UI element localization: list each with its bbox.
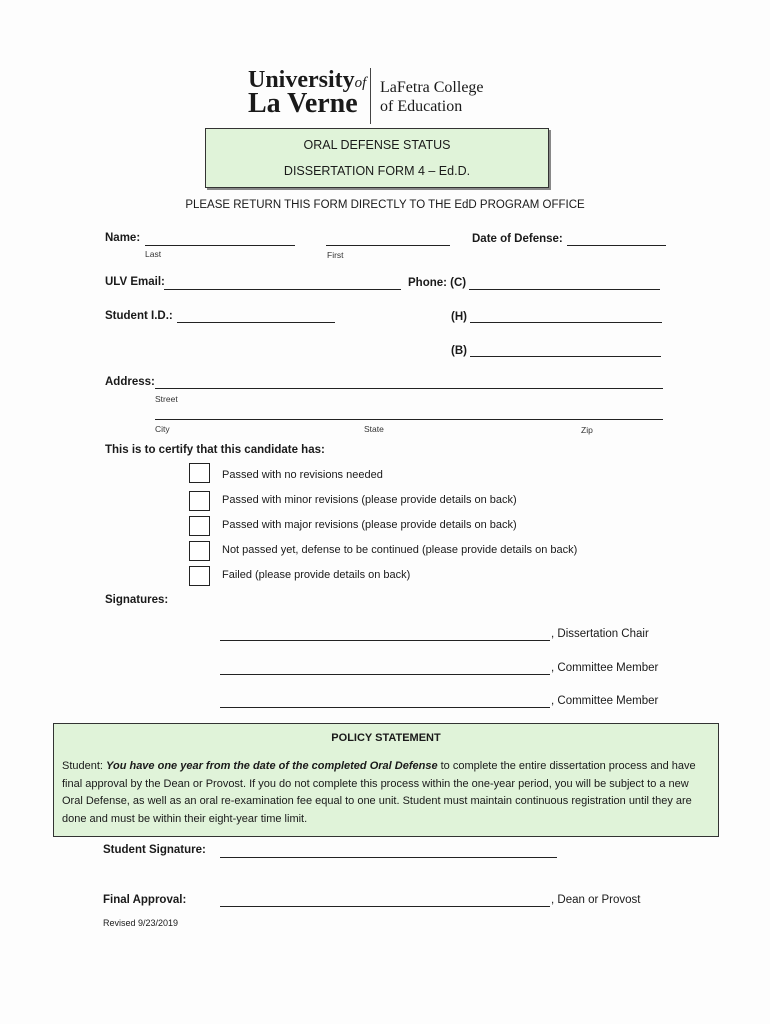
address-label: Address: bbox=[105, 376, 155, 388]
committee-member-2-label: , Committee Member bbox=[551, 695, 659, 707]
ulv-email-field[interactable] bbox=[164, 289, 401, 290]
zip-caption: Zip bbox=[581, 425, 593, 435]
policy-statement-box bbox=[53, 723, 719, 837]
option-label-minor-revisions: Passed with minor revisions (please provide details on back) bbox=[222, 494, 517, 506]
student-signature-label: Student Signature: bbox=[103, 844, 206, 856]
student-id-label: Student I.D.: bbox=[105, 310, 173, 322]
return-instruction: PLEASE RETURN THIS FORM DIRECTLY TO THE EdD PROGRAM OFFICE bbox=[185, 199, 585, 211]
college-name-line1: LaFetra College bbox=[380, 79, 484, 96]
dissertation-chair-label: , Dissertation Chair bbox=[551, 628, 649, 640]
committee-member-1-signature-line[interactable] bbox=[220, 674, 550, 675]
policy-emphasis: You have one year from the date of the completed Oral Defense bbox=[106, 760, 438, 772]
policy-title: POLICY STATEMENT bbox=[331, 732, 441, 744]
phone-home-field[interactable] bbox=[470, 322, 662, 323]
option-checkbox-no-revisions[interactable] bbox=[189, 463, 210, 483]
option-checkbox-major-revisions[interactable] bbox=[189, 516, 210, 536]
phone-cell-label: Phone: (C) bbox=[408, 277, 467, 289]
city-state-zip-field[interactable] bbox=[155, 419, 663, 420]
option-label-not-passed: Not passed yet, defense to be continued (please provide details on back) bbox=[222, 544, 578, 556]
phone-business-field[interactable] bbox=[470, 356, 661, 357]
college-name-line2: of Education bbox=[380, 98, 463, 115]
policy-text: to complete the entire dissertation process and have final approval by the Dean or Provost. If you do not complete this process within the one-year period, you will be subject to a new Oral Defense, as well as an oral re-examination fee equal to one unit. Student must maintain continuous registration until they are done and must be within their eight-year time limit. bbox=[62, 760, 696, 825]
name-label: Name: bbox=[105, 232, 141, 244]
final-approval-label: Final Approval: bbox=[103, 894, 187, 906]
dissertation-chair-signature-line[interactable] bbox=[220, 640, 550, 641]
date-of-defense-label: Date of Defense: bbox=[472, 233, 563, 245]
dean-or-provost-label: , Dean or Provost bbox=[551, 894, 641, 906]
logo-divider bbox=[370, 68, 371, 124]
phone-cell-field[interactable] bbox=[469, 289, 660, 290]
form-subtitle: DISSERTATION FORM 4 – Ed.D. bbox=[283, 164, 471, 178]
city-caption: City bbox=[155, 424, 170, 434]
street-caption: Street bbox=[155, 394, 178, 404]
la-verne-wordmark: La Verne bbox=[248, 88, 358, 119]
option-checkbox-failed[interactable] bbox=[189, 566, 210, 586]
college-name bbox=[380, 78, 484, 116]
option-label-no-revisions: Passed with no revisions needed bbox=[222, 469, 383, 481]
committee-member-2-signature-line[interactable] bbox=[220, 707, 550, 708]
option-label-failed: Failed (please provide details on back) bbox=[222, 569, 411, 581]
last-caption: Last bbox=[145, 249, 162, 259]
certify-heading: This is to certify that this candidate has: bbox=[105, 444, 325, 456]
first-caption: First bbox=[327, 250, 344, 260]
last-name-field[interactable] bbox=[145, 245, 295, 246]
policy-body bbox=[62, 758, 710, 828]
form-title-box bbox=[205, 128, 549, 188]
final-approval-signature-line[interactable] bbox=[220, 906, 550, 907]
phone-home-label: (H) bbox=[451, 311, 467, 323]
policy-prefix: Student: bbox=[62, 760, 107, 772]
revised-date: Revised 9/23/2019 bbox=[103, 918, 179, 928]
student-id-field[interactable] bbox=[177, 322, 335, 323]
street-field[interactable] bbox=[155, 388, 663, 389]
first-name-field[interactable] bbox=[326, 245, 450, 246]
university-wordmark: Universityof bbox=[248, 67, 367, 93]
ulv-email-label: ULV Email: bbox=[105, 276, 165, 288]
option-label-major-revisions: Passed with major revisions (please provide details on back) bbox=[222, 519, 517, 531]
form-title: ORAL DEFENSE STATUS bbox=[303, 138, 451, 152]
student-signature-line[interactable] bbox=[220, 857, 557, 858]
option-checkbox-minor-revisions[interactable] bbox=[189, 491, 210, 511]
committee-member-1-label: , Committee Member bbox=[551, 662, 659, 674]
state-caption: State bbox=[364, 424, 384, 434]
signatures-heading: Signatures: bbox=[105, 594, 169, 606]
phone-business-label: (B) bbox=[451, 345, 467, 357]
option-checkbox-not-passed[interactable] bbox=[189, 541, 210, 561]
university-of-text: of bbox=[354, 75, 367, 91]
date-of-defense-field[interactable] bbox=[567, 245, 666, 246]
